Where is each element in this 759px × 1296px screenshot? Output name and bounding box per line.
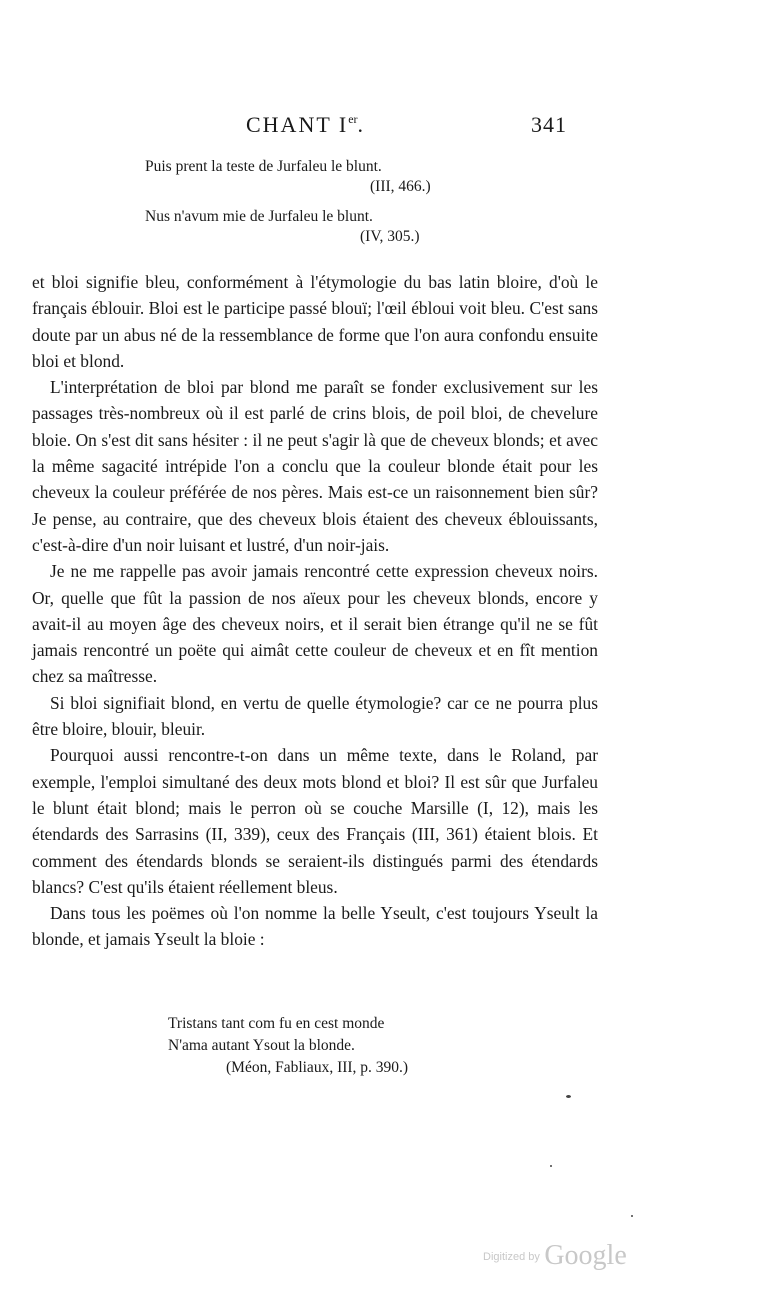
ink-speck <box>631 1215 633 1217</box>
verse-reference: (IV, 305.) <box>360 228 420 245</box>
google-logo: Google <box>544 1240 627 1271</box>
running-title-text: CHANT I <box>246 112 349 137</box>
page-header <box>0 112 759 146</box>
paragraph: L'interprétation de bloi par blond me paraît se fonder exclusivement sur les passages très-nombreux où il est parlé de crins blois, de poil bloi, de chevelure bloie. On s'est dit sans hésiter : il ne peut s'agir là que de cheveux blonds; et avec la même sagacité intrépide l'on a conclu que la couleur blonde était pour les cheveux la couleur préférée de nos pères. Mais est-ce un raisonnement bien sûr? Je pense, au contraire, que des cheveux blois étaient des cheveux éblouissants, c'est-à-dire d'un noir luisant et lustré, d'un noir-jais. <box>32 377 598 555</box>
page-number: 341 <box>531 112 567 137</box>
ink-speck <box>566 1095 571 1098</box>
verse-reference: (III, 466.) <box>370 178 431 195</box>
paragraph: Si bloi signifiait blond, en vertu de quelle étymologie? car ce ne pourra plus être bloire, blouir, bleuir. <box>32 692 598 740</box>
paragraph: et bloi signifie bleu, conformément à l'étymologie du bas latin bloire, d'où le français éblouir. Bloi est le participe passé blouï; l'œil ébloui voit bleu. C'est sans doute par un abus né de la ressemblance de forme que l'on aura confondu ensuite bloi et blond. <box>32 272 598 371</box>
running-title-superscript: er <box>348 112 358 126</box>
watermark-prefix: Digitized by <box>483 1251 540 1263</box>
verse-line: Nus n'avum mie de Jurfaleu le blunt. <box>145 208 373 225</box>
body-text <box>32 269 598 953</box>
verse-line: Puis prent la teste de Jurfaleu le blunt. <box>145 158 382 175</box>
paragraph: Dans tous les poëmes où l'on nomme la belle Yseult, c'est toujours Yseult la blonde, et jamais Yseult la bloie : <box>32 903 598 950</box>
digitized-watermark <box>483 1240 627 1272</box>
verse-quote-top <box>145 157 431 247</box>
verse-quote-bottom <box>168 1013 408 1079</box>
verse-reference: (Méon, Fabliaux, III, p. 390.) <box>226 1059 409 1076</box>
paragraph: Je ne me rappelle pas avoir jamais rencontré cette expression cheveux noirs. Or, quelle que fût la passion de nos aïeux pour les cheveux blonds, encore y avait-il au moyen âge des cheveux noirs, et il serait bien étrange qu'il ne se fût jamais rencontré un poëte qui aimât cette couleur de cheveux et en fît mention chez sa maîtresse. <box>32 561 598 687</box>
verse-line: N'ama autant Ysout la blonde. <box>168 1037 355 1054</box>
ink-speck <box>550 1165 552 1167</box>
running-title: CHANT Ier. <box>246 112 366 137</box>
verse-line: Tristans tant com fu en cest monde <box>168 1015 385 1032</box>
paragraph: Pourquoi aussi rencontre-t-on dans un même texte, dans le Roland, par exemple, l'emploi simultané des deux mots blond et bloi? Il est sûr que Jurfaleu le blunt était blond; mais le perron où se couche Marsille (I, 12), mais les étendards des Sarrasins (II, 339), ceux des Français (III, 361) étaient blois. Et comment des étendards blonds se seraient-ils distingués parmi des étendards blancs? C'est qu'ils étaient réellement bleus. <box>32 745 598 897</box>
